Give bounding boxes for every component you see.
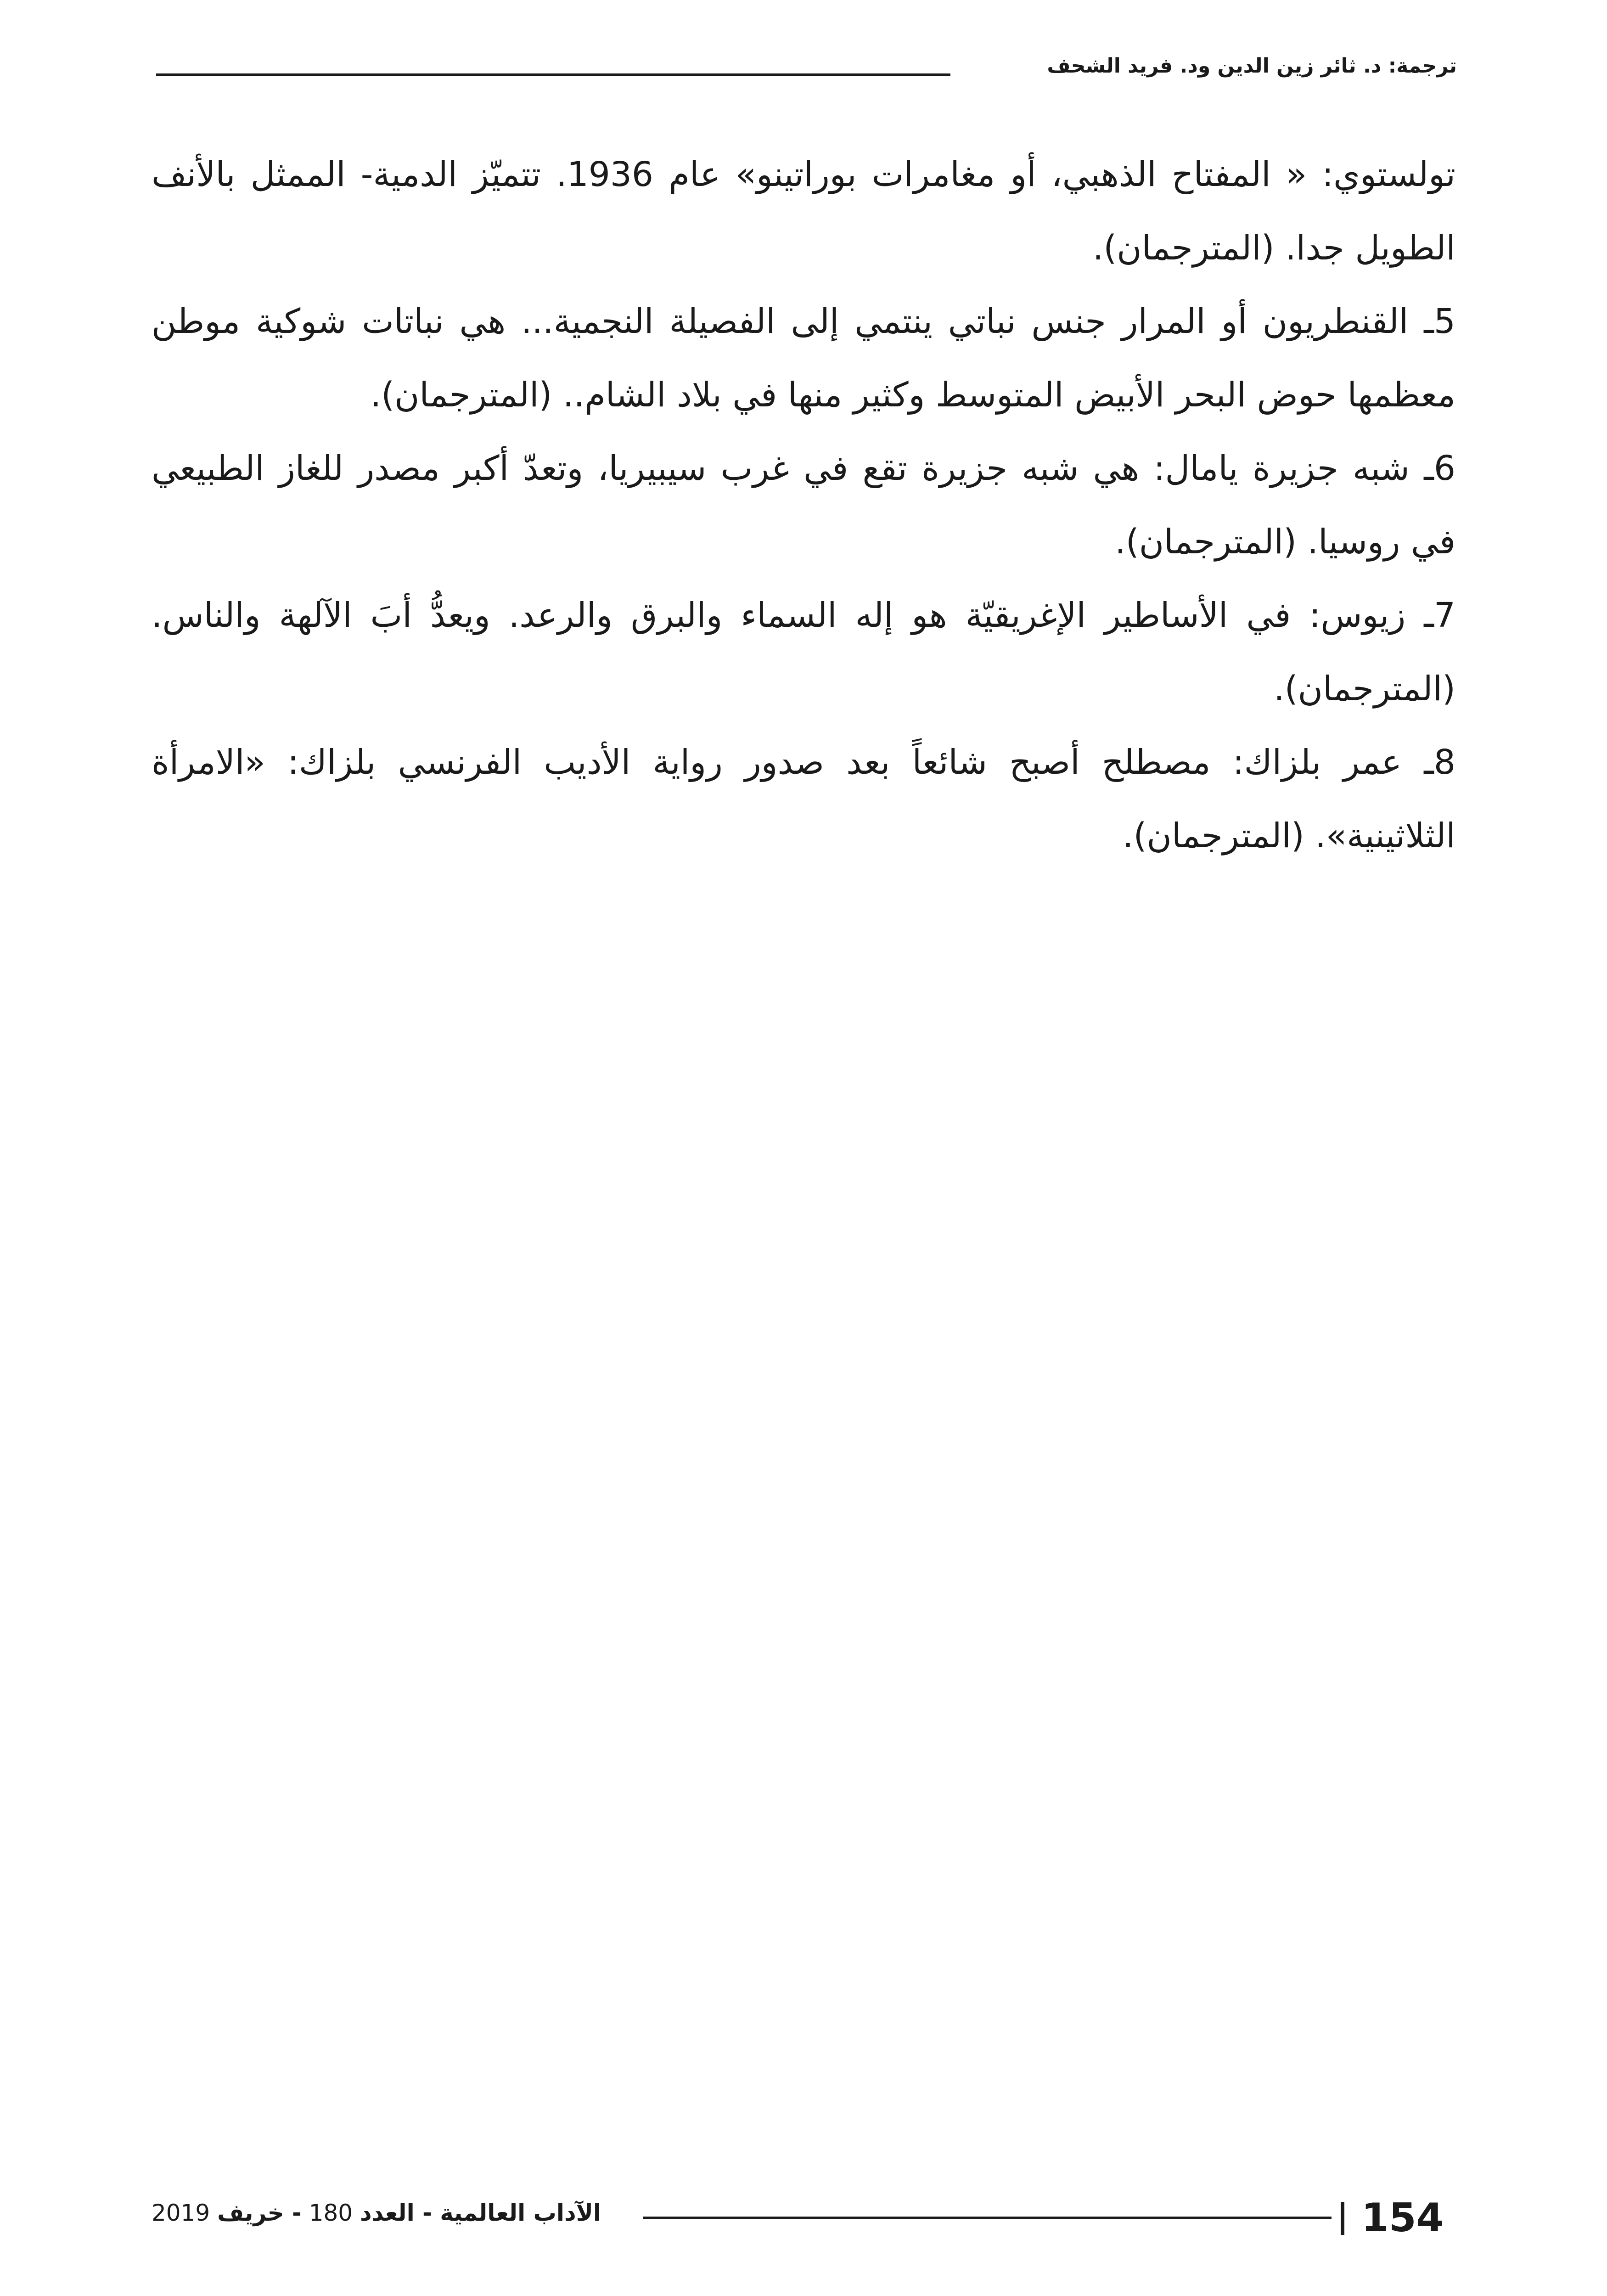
journal-name: الآداب العالمية - العدد <box>360 2200 601 2226</box>
issue-number: 180 <box>309 2200 353 2226</box>
header-rule <box>156 73 950 76</box>
notes-list <box>152 138 1455 872</box>
issue-year: 2019 <box>152 2200 210 2226</box>
issue-season: - خريف <box>217 2200 302 2226</box>
note-item: 8ـ عمر بلزاك: مصطلح أصبح شائعاً بعد صدور رواية الأديب الفرنسي بلزاك: «الامرأة الثلاثينية». (المترجمان). <box>152 743 1455 855</box>
note-item: 7ـ زيوس: في الأساطير الإغريقيّة هو إله السماء والبرق والرعد. ويعدُّ أبَ الآلهة والناس. (المترجمان). <box>152 596 1455 709</box>
header-title: ترجمة: د. ثائر زين الدين ود. فريد الشحف <box>1047 54 1457 78</box>
note-item: 6ـ شبه جزيرة يامال: هي شبه جزيرة تقع في غرب سيبيريا، وتعدّ أكبر مصدر للغاز الطبيعي في روسيا. (المترجمان). <box>152 449 1455 562</box>
note-item: تولستوي: « المفتاح الذهبي، أو مغامرات بوراتينو» عام 1936. تتميّز الدمية- الممثل بالأنف الطويل جدا. (المترجمان). <box>152 155 1455 268</box>
footer-separator <box>1341 2202 1344 2235</box>
page-number: 154 <box>1361 2195 1444 2241</box>
note-item: 5ـ القنطريون أو المرار جنس نباتي ينتمي إلى الفصيلة النجمية... هي نباتات شوكية موطن معظمها حوض البحر الأبيض المتوسط وكثير منها في بلاد الشام.. (المترجمان). <box>152 302 1455 415</box>
footer-rule <box>643 2217 1332 2219</box>
footer-journal-info <box>152 2200 601 2226</box>
